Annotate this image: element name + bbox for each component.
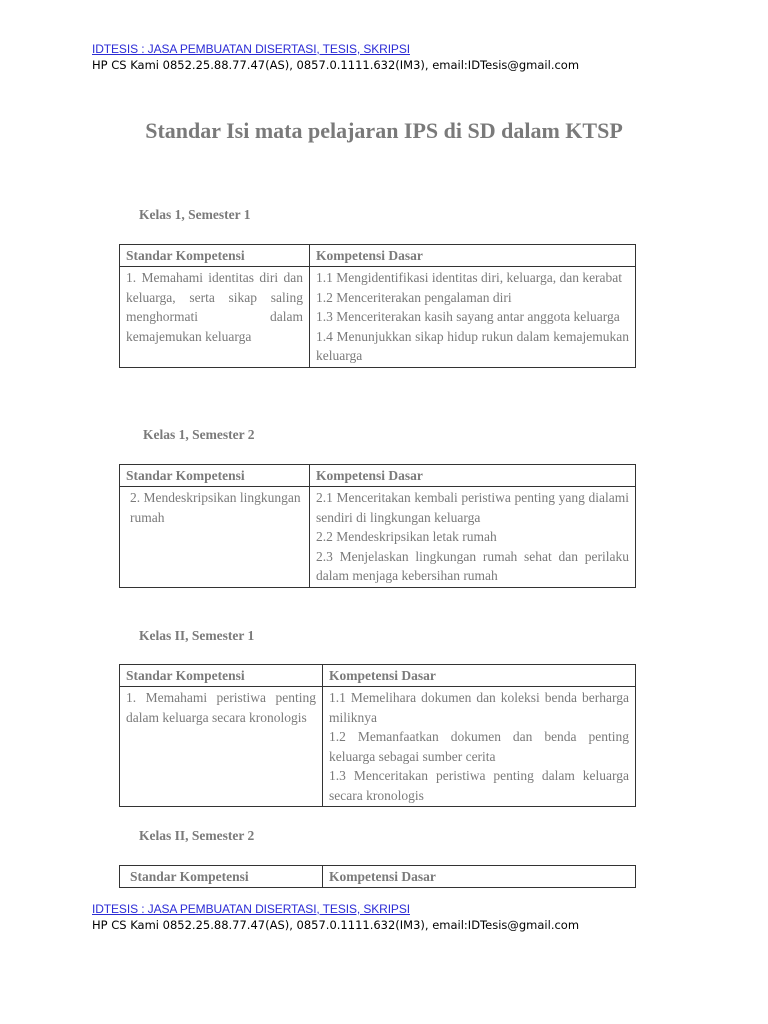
kompetensi-dasar-cell <box>310 487 636 588</box>
column-header-sk: Standar Kompetensi <box>120 665 323 687</box>
page-title: Standar Isi mata pelajaran IPS di SD dalam KTSP <box>145 118 623 143</box>
section-heading-1: Kelas 1, Semester 1 <box>139 207 251 222</box>
kd-item: 1.1 Mengidentifikasi identitas diri, keluarga, dan kerabat <box>316 270 623 285</box>
competency-table-3 <box>119 664 636 807</box>
kompetensi-dasar-cell <box>310 267 636 368</box>
table-row <box>120 267 636 368</box>
page-header <box>92 41 692 73</box>
column-header-sk: Standar Kompetensi <box>120 245 310 267</box>
table-header-row <box>120 245 636 267</box>
kd-item: 2.1 Menceritakan kembali peristiwa penting yang dialami sendiri di lingkungan keluarga <box>316 490 629 525</box>
table-row <box>120 487 636 588</box>
column-header-kd: Kompetensi Dasar <box>310 465 636 487</box>
competency-table-4 <box>119 865 636 888</box>
kd-item: 1.1 Memelihara dokumen dan koleksi benda berharga miliknya <box>329 690 629 725</box>
header-contact: HP CS Kami 0852.25.88.77.47(AS), 0857.0.1111.632(IM3), email:IDTesis@gmail.com <box>92 58 580 72</box>
standar-kompetensi-cell: 1. Memahami peristiwa penting dalam keluarga secara kronologis <box>120 687 323 807</box>
kd-item: 1.3 Menceritakan peristiwa penting dalam keluarga secara kronologis <box>329 768 629 803</box>
section-heading-4: Kelas II, Semester 2 <box>139 828 255 843</box>
column-header-sk: Standar Kompetensi <box>120 866 323 888</box>
standar-kompetensi-cell: 2. Mendeskripsikan lingkungan rumah <box>120 487 310 588</box>
header-link[interactable]: IDTESIS : JASA PEMBUATAN DISERTASI, TESIS, SKRIPSI <box>92 42 410 56</box>
section-heading-2: Kelas 1, Semester 2 <box>143 427 255 442</box>
table-header-row <box>120 465 636 487</box>
kd-item: 2.2 Mendeskripsikan letak rumah <box>316 529 497 544</box>
kd-item: 1.4 Menunjukkan sikap hidup rukun dalam kemajemukan keluarga <box>316 328 629 363</box>
table-row <box>120 687 636 807</box>
standar-kompetensi-cell: 1. Memahami identitas diri dan keluarga, serta sikap saling menghormati dalam kemajemukan keluarga <box>120 267 310 368</box>
table-header-row <box>120 665 636 687</box>
kompetensi-dasar-cell <box>323 687 636 807</box>
competency-table-1 <box>119 244 636 368</box>
table-header-row <box>120 866 636 888</box>
competency-table-2 <box>119 464 636 588</box>
page-footer <box>92 901 692 933</box>
footer-contact: HP CS Kami 0852.25.88.77.47(AS), 0857.0.1111.632(IM3), email:IDTesis@gmail.com <box>92 918 580 932</box>
column-header-kd: Kompetensi Dasar <box>323 665 636 687</box>
kd-item: 2.3 Menjelaskan lingkungan rumah sehat dan perilaku dalam menjaga kebersihan rumah <box>316 548 629 583</box>
kd-item: 1.2 Menceriterakan pengalaman diri <box>316 289 512 305</box>
column-header-sk: Standar Kompetensi <box>120 465 310 487</box>
kd-item: 1.3 Menceriterakan kasih sayang antar anggota keluarga <box>316 309 620 324</box>
section-heading-3: Kelas II, Semester 1 <box>139 628 255 643</box>
kd-item: 1.2 Memanfaatkan dokumen dan benda penting keluarga sebagai sumber cerita <box>329 729 629 764</box>
column-header-kd: Kompetensi Dasar <box>310 245 636 267</box>
column-header-kd: Kompetensi Dasar <box>323 866 636 888</box>
footer-link[interactable]: IDTESIS : JASA PEMBUATAN DISERTASI, TESIS, SKRIPSI <box>92 902 410 916</box>
